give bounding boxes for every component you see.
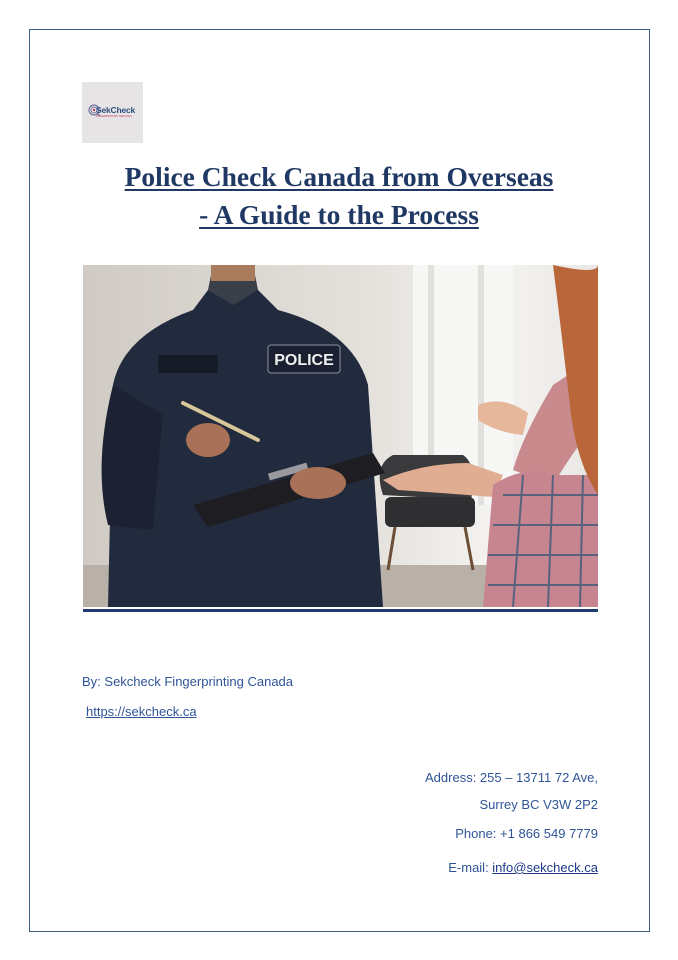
police-officer-illustration xyxy=(83,265,598,607)
email-line xyxy=(448,860,598,875)
title-line-1: Police Check Canada from Overseas xyxy=(124,161,554,192)
cover-photo xyxy=(83,265,598,607)
email-link[interactable]: info@sekcheck.ca xyxy=(492,860,598,875)
address-line-1: Address: 255 – 13711 72 Ave, xyxy=(425,770,598,785)
sekcheck-logo xyxy=(82,82,143,143)
photo-divider xyxy=(83,609,598,612)
logo-tagline: FINGERPRINTING SERVICES xyxy=(96,115,132,118)
page-title xyxy=(60,158,618,234)
police-badge: POLICE xyxy=(274,352,334,369)
title-line-2: - A Guide to the Process xyxy=(199,199,479,230)
logo-text: SekCheck xyxy=(96,105,136,115)
author-byline: By: Sekcheck Fingerprinting Canada xyxy=(82,674,294,689)
website-link[interactable]: https://sekcheck.ca xyxy=(86,704,197,719)
email-label: E-mail: xyxy=(448,860,493,875)
phone-number: Phone: +1 866 549 7779 xyxy=(455,826,598,841)
address-line-2: Surrey BC V3W 2P2 xyxy=(479,797,598,812)
